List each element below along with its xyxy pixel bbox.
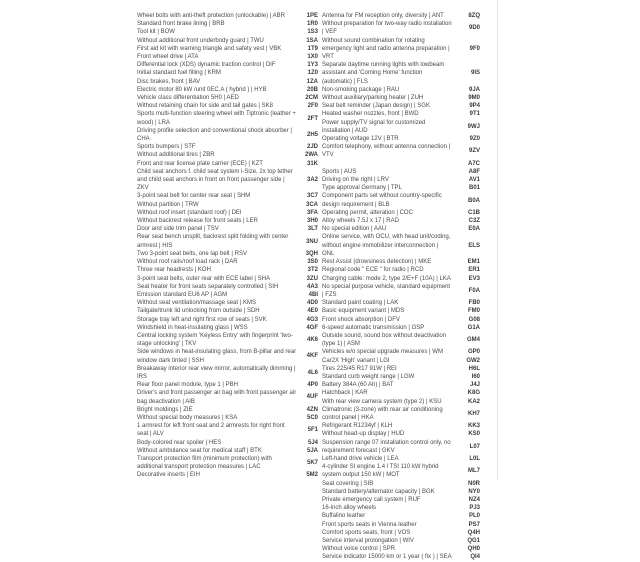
equipment-label: Alloy wheels 7.5J x 17 | RAD: [322, 217, 452, 225]
equipment-code: A8F: [452, 168, 480, 176]
equipment-code: 2F0: [297, 102, 318, 110]
equipment-code: G08: [452, 316, 480, 324]
equipment-label: Breakaway interior rear view mirror, automatically dimming | IRS: [137, 365, 297, 381]
equipment-code: 3H0: [297, 217, 318, 225]
equipment-row: [137, 20, 318, 28]
equipment-code: 4A3: [297, 283, 318, 291]
equipment-label: Standard front brake lining | BRB: [137, 20, 297, 28]
equipment-row: [137, 291, 318, 299]
equipment-label: Seat belt reminder (Japan design) | SGK: [322, 102, 452, 110]
equipment-code: 3A2: [297, 176, 318, 184]
equipment-code: A7C: [452, 160, 480, 168]
equipment-code: GM4: [452, 336, 480, 344]
equipment-label: Standard paint coating | LAK: [322, 299, 452, 307]
equipment-label: Suspension range 07 installation control only, no requirement forecast | GKV: [322, 439, 452, 455]
equipment-row: [322, 504, 480, 512]
equipment-label: Battery 384A (60 Ah) | BAT: [322, 381, 452, 389]
equipment-code: G1A: [452, 324, 480, 332]
equipment-code: 9D0: [452, 24, 480, 32]
equipment-label: Comfort telephony, without antenna connection | VTV: [322, 143, 452, 159]
equipment-label: Disc brakes, front | BAV: [137, 78, 297, 86]
equipment-code: 9P4: [452, 102, 480, 110]
equipment-code: GP0: [452, 348, 480, 356]
equipment-label: Vehicle class differentiation 5H0 | AED: [137, 94, 297, 102]
equipment-code: ER1: [452, 266, 480, 274]
equipment-code: 5F1: [297, 426, 318, 434]
equipment-row: [137, 389, 318, 405]
equipment-row: [322, 316, 480, 324]
equipment-row: [322, 324, 480, 332]
equipment-code: 4ZN: [297, 406, 318, 414]
equipment-label: Without preparation for two-way radio installation | VEF: [322, 20, 452, 36]
equipment-code: 3FA: [297, 209, 318, 217]
equipment-code: 1X0: [297, 53, 318, 61]
equipment-code: 1R0: [297, 20, 318, 28]
equipment-code: 3C7: [297, 192, 318, 200]
equipment-code: 2H5: [297, 131, 318, 139]
equipment-code: KH7: [452, 410, 480, 418]
equipment-label: Standard curb weight range | LGW: [322, 373, 452, 381]
equipment-code: N0R: [452, 480, 480, 488]
equipment-label: Rear seat bench unsplit, backrest split folding with center armrest | HIS: [137, 233, 297, 249]
equipment-code: PL0: [452, 512, 480, 520]
equipment-row: [322, 168, 480, 176]
equipment-row: [322, 184, 480, 192]
equipment-label: Differential lock (XDS) dynamic traction control | DIF: [137, 61, 297, 69]
equipment-code: Q4H: [452, 529, 480, 537]
equipment-row: [322, 275, 480, 283]
equipment-label: Sports | AUS: [322, 168, 452, 176]
equipment-row: [137, 422, 318, 438]
equipment-row: [137, 332, 318, 348]
equipment-code: GW2: [452, 357, 480, 365]
equipment-label: Without retaining chain for side and tail gates | SK8: [137, 102, 297, 110]
equipment-code: 2CM: [297, 94, 318, 102]
equipment-label: Windshield in heat-insulating glass | WSS: [137, 324, 297, 332]
equipment-code: 3T2: [297, 266, 318, 274]
equipment-row: [137, 381, 318, 389]
equipment-row: [137, 471, 318, 479]
equipment-label: Basic equipment variant | MDS: [322, 307, 452, 315]
equipment-row: [137, 127, 318, 143]
equipment-code: 4KF: [297, 352, 318, 360]
equipment-row: [322, 37, 480, 62]
equipment-row: [137, 316, 318, 324]
equipment-label: Front sports seats in Vienna leather: [322, 521, 452, 529]
equipment-label: Power supply/TV signal for customized installation | AUD: [322, 119, 452, 135]
equipment-label: Side windows in heat-insulating glass, from B-pillar and rear window dark tinted | SSH: [137, 348, 297, 364]
equipment-label: Non-smoking package | RAU: [322, 86, 452, 94]
equipment-row: [137, 455, 318, 471]
equipment-row: [322, 496, 480, 504]
equipment-row: [322, 480, 480, 488]
equipment-row: [322, 266, 480, 274]
equipment-label: 6-speed automatic transmission | GSP: [322, 324, 452, 332]
equipment-code: 2WA: [297, 151, 318, 159]
equipment-code: 5M2: [297, 471, 318, 479]
equipment-code: 1S3: [297, 28, 318, 36]
equipment-code: EV3: [452, 275, 480, 283]
equipment-row: [137, 414, 318, 422]
equipment-code: B01: [452, 184, 480, 192]
equipment-label: Component parts set without country-specific design requirement | BLB: [322, 192, 452, 208]
equipment-code: 4D0: [297, 299, 318, 307]
equipment-label: Sports multi-function steering wheel with Tiptronic (leather + wood) | LRA: [137, 110, 297, 126]
equipment-row: [137, 78, 318, 86]
equipment-label: Type approval Germany | TPL: [322, 184, 452, 192]
equipment-row: [322, 545, 480, 553]
equipment-row: [137, 258, 318, 266]
equipment-label: Front wheel drive | ATA: [137, 53, 297, 61]
equipment-code: 3LT: [297, 225, 318, 233]
equipment-row: [137, 283, 318, 291]
equipment-label: Operating voltage 12V | BTR: [322, 135, 452, 143]
equipment-row: [137, 61, 318, 69]
equipment-code: FB0: [452, 299, 480, 307]
equipment-label: 4-cylinder SI engine 1.4 l TSI 110 kW hybrid system output 150 kW | MOT: [322, 463, 452, 479]
equipment-code: 1Z0: [297, 69, 318, 77]
equipment-code: 3ZU: [297, 275, 318, 283]
equipment-row: [322, 430, 480, 438]
equipment-code: F0A: [452, 287, 480, 295]
equipment-code: 9WJ: [452, 123, 480, 131]
equipment-row: [137, 86, 318, 94]
equipment-code: 5JA: [297, 447, 318, 455]
equipment-code: FM0: [452, 307, 480, 315]
equipment-label: Seat covering | SIB: [322, 480, 452, 488]
equipment-label: Bright moldings | ZIE: [137, 406, 297, 414]
equipment-row: [137, 45, 318, 53]
equipment-row: [137, 250, 318, 258]
equipment-row: [322, 283, 480, 299]
equipment-row: [322, 439, 480, 455]
equipment-label: Separate daytime running lights with lowbeam assistant and 'Coming Home' function (automatic) | FLS: [322, 61, 452, 86]
equipment-row: [137, 348, 318, 364]
equipment-code: 4L6: [297, 369, 318, 377]
equipment-label: Transport protection film (minimum protection) with additional transport protection measures | LAC: [137, 455, 297, 471]
equipment-codes-document: [137, 12, 480, 562]
equipment-row: [322, 529, 480, 537]
equipment-row: [322, 381, 480, 389]
equipment-row: [322, 365, 480, 373]
equipment-code: PJ3: [452, 504, 480, 512]
equipment-row: [322, 553, 480, 561]
equipment-row: [322, 258, 480, 266]
equipment-label: Without additional front underbody guard | TWU: [137, 37, 297, 45]
equipment-label: 16-inch alloy wheels: [322, 504, 452, 512]
equipment-code: J4J: [452, 381, 480, 389]
equipment-row: [137, 209, 318, 217]
equipment-row: [322, 455, 480, 463]
equipment-row: [322, 488, 480, 496]
equipment-label: First aid kit with warning triangle and safety vest | VBK: [137, 45, 297, 53]
equipment-code: KA2: [452, 398, 480, 406]
equipment-label: Rear floor panel module, type 1 | PBH: [137, 381, 297, 389]
equipment-row: [137, 324, 318, 332]
equipment-code: 9IS: [452, 69, 480, 77]
equipment-row: [322, 512, 480, 520]
equipment-label: Child seat anchors f. child seat system i-Size, 2x top tether and child seat anchors in front on front passenger side | ZKV: [137, 168, 297, 193]
equipment-row: [137, 28, 318, 36]
equipment-code: 20B: [297, 86, 318, 94]
equipment-code: 1T9: [297, 45, 318, 53]
equipment-code: NY0: [452, 488, 480, 496]
equipment-code: 2JD: [297, 143, 318, 151]
equipment-row: [137, 160, 318, 168]
equipment-row: [322, 86, 480, 94]
equipment-label: Tires 225/45 R17 91W | REI: [322, 365, 452, 373]
equipment-code: 1SA: [297, 37, 318, 45]
equipment-label: Electric motor 80 kW /unit 0EC.A ( hybrid ) | HYB: [137, 86, 297, 94]
equipment-label: Driver's and front passenger air bag with front passenger air bag deactivation | AIB: [137, 389, 297, 405]
equipment-label: Comfort sports seats, front | VOS: [322, 529, 452, 537]
equipment-label: Storage tray left and right first row of seats | SVK: [137, 316, 297, 324]
equipment-row: [322, 61, 480, 86]
equipment-code: 9Z0: [452, 135, 480, 143]
equipment-code: EM1: [452, 258, 480, 266]
equipment-label: Without voice control | SPR: [322, 545, 452, 553]
equipment-row: [322, 209, 480, 217]
equipment-label: Without roof rails/roof load rack | DAR: [137, 258, 297, 266]
equipment-row: [322, 94, 480, 102]
equipment-label: Private emergency call system | RUF: [322, 496, 452, 504]
equipment-code: 4E0: [297, 307, 318, 315]
equipment-label: No special edition | AAU: [322, 225, 452, 233]
equipment-code: 3NU: [297, 238, 318, 246]
equipment-label: Hatchback | KAR: [322, 389, 452, 397]
equipment-row: [322, 357, 480, 365]
equipment-row: [137, 225, 318, 233]
equipment-row: [322, 119, 480, 135]
equipment-label: Online service, with OCU, with head unit/coding, without engine immobilizer interconnection | ONL: [322, 233, 452, 258]
equipment-label: Refrigerant R1234yf | KLH: [322, 422, 452, 430]
equipment-row: [322, 537, 480, 545]
equipment-code: 5K7: [297, 459, 318, 467]
equipment-label: Without ambulance seat for medical staff | BTK: [137, 447, 297, 455]
equipment-label: Initial standard fuel filling | KRM: [137, 69, 297, 77]
column-divider: [497, 0, 498, 480]
equipment-row: [322, 20, 480, 36]
equipment-label: Body-colored rear spoiler | HES: [137, 439, 297, 447]
equipment-row: [322, 102, 480, 110]
equipment-code: 1PE: [297, 12, 318, 20]
equipment-code: NZ4: [452, 496, 480, 504]
equipment-label: Without roof insert (standard roof) | DEI: [137, 209, 297, 217]
equipment-label: Rest Assist (drowsiness detection) | MKE: [322, 258, 452, 266]
equipment-row: [322, 135, 480, 143]
equipment-label: Without head-up display | HUD: [322, 430, 452, 438]
equipment-label: Climatronic (3-zone) with rear air conditioning control panel | HKA: [322, 406, 452, 422]
equipment-code: C3Z: [452, 217, 480, 225]
equipment-code: 3CA: [297, 201, 318, 209]
equipment-row: [137, 439, 318, 447]
equipment-label: Central locking system 'Keyless Entry' with fingerprint 'two-stage unlocking' | TKV: [137, 332, 297, 348]
options-list-right-column: [322, 12, 480, 562]
equipment-code: 4GF: [297, 324, 318, 332]
equipment-code: 3QH: [297, 250, 318, 258]
equipment-label: Driving profile selection and conventional shock absorber | CHA: [137, 127, 297, 143]
equipment-row: [322, 406, 480, 422]
equipment-code: 3S0: [297, 258, 318, 266]
equipment-label: Outside sound, sound box without deactivation (type 1) | ASM: [322, 332, 452, 348]
equipment-label: Front shock absorption | DFV: [322, 316, 452, 324]
equipment-row: [137, 299, 318, 307]
equipment-row: [322, 307, 480, 315]
equipment-code: I60: [452, 373, 480, 381]
equipment-label: Charging cable: mode 2, type 2/E+F (10A) | LKA: [322, 275, 452, 283]
equipment-row: [137, 143, 318, 151]
equipment-code: L07: [452, 443, 480, 451]
equipment-label: Wheel bolts with anti-theft protection (unlockable) | ABR: [137, 12, 297, 20]
equipment-label: Front and rear license plate carrier (ECE) | KZT: [137, 160, 297, 168]
equipment-code: 9F0: [452, 45, 480, 53]
equipment-row: [322, 225, 480, 233]
equipment-code: KS0: [452, 430, 480, 438]
equipment-label: Without sound combination for rotating emergency light and radio antenna preparation | VRT: [322, 37, 452, 62]
equipment-row: [137, 110, 318, 126]
equipment-row: [322, 110, 480, 118]
equipment-label: Regional code " ECE " for radio | RCD: [322, 266, 452, 274]
equipment-code: 4UF: [297, 393, 318, 401]
equipment-row: [322, 143, 480, 159]
equipment-label: Seat heater for front seats separately controlled | SIH: [137, 283, 297, 291]
equipment-code: QG1: [452, 537, 480, 545]
equipment-row: [322, 332, 480, 348]
equipment-code: QH0: [452, 545, 480, 553]
equipment-code: B0A: [452, 197, 480, 205]
equipment-label: Tailgate/trunk lid unlocking from outside | SDH: [137, 307, 297, 315]
equipment-row: [137, 275, 318, 283]
equipment-code: 8ZQ: [452, 12, 480, 20]
equipment-row: [137, 307, 318, 315]
equipment-label: Three rear headrests | KOH: [137, 266, 297, 274]
equipment-row: [137, 447, 318, 455]
equipment-code: KK3: [452, 422, 480, 430]
equipment-code: QI4: [452, 553, 480, 561]
equipment-row: [322, 463, 480, 479]
equipment-row: [137, 53, 318, 61]
equipment-label: Standard battery/alternator capacity | BGK: [322, 488, 452, 496]
equipment-row: [137, 102, 318, 110]
equipment-row: [137, 151, 318, 159]
equipment-row: [137, 266, 318, 274]
equipment-row: [322, 398, 480, 406]
equipment-label: Service interval prolongation | WIV: [322, 537, 452, 545]
equipment-row: [322, 389, 480, 397]
equipment-label: Car2X 'High' variant | LGI: [322, 357, 452, 365]
equipment-code: 9JA: [452, 86, 480, 94]
equipment-code: 9M0: [452, 94, 480, 102]
equipment-label: Buffalino leather: [322, 512, 452, 520]
equipment-row: [137, 69, 318, 77]
equipment-row: [322, 192, 480, 208]
equipment-label: With rear view camera system (type 2) | KSU: [322, 398, 452, 406]
equipment-row: [322, 217, 480, 225]
equipment-code: K8G: [452, 389, 480, 397]
equipment-label: Sports bumpers | STF: [137, 143, 297, 151]
equipment-row: [137, 94, 318, 102]
equipment-label: Driving on the right | LRV: [322, 176, 452, 184]
equipment-label: Tool kit | BOW: [137, 28, 297, 36]
equipment-code: PS7: [452, 521, 480, 529]
equipment-code: 2FT: [297, 115, 318, 123]
equipment-row: [322, 521, 480, 529]
equipment-row: [322, 176, 480, 184]
equipment-label: Without seat ventilation/massage seat | KMS: [137, 299, 297, 307]
equipment-code: 1Y3: [297, 61, 318, 69]
equipment-code: 9T1: [452, 110, 480, 118]
equipment-label: 3-point seat belt for center rear seat | SHM: [137, 192, 297, 200]
equipment-row: [322, 233, 480, 258]
equipment-label: Without special body measures | KSA: [137, 414, 297, 422]
equipment-row: [137, 365, 318, 381]
equipment-row: [137, 406, 318, 414]
equipment-code: 4P0: [297, 381, 318, 389]
equipment-row: [322, 422, 480, 430]
equipment-row: [322, 348, 480, 356]
equipment-label: Two 3-point seat belts, one lap belt | RSV: [137, 250, 297, 258]
equipment-label: 3-point seat belts, outer rear with ECE label | SHA: [137, 275, 297, 283]
equipment-label: Without auxiliary/parking heater | ZUH: [322, 94, 452, 102]
options-list-left-column: [137, 12, 318, 562]
equipment-code: ELS: [452, 242, 480, 250]
equipment-row: [322, 299, 480, 307]
equipment-row: [322, 373, 480, 381]
equipment-code: 4G3: [297, 316, 318, 324]
equipment-code: 5C0: [297, 414, 318, 422]
equipment-label: Heated washer nozzles, front | BWD: [322, 110, 452, 118]
equipment-row: [137, 12, 318, 20]
equipment-code: 9ZV: [452, 147, 480, 155]
equipment-code: H6L: [452, 365, 480, 373]
equipment-row: [137, 233, 318, 249]
equipment-label: Left-hand drive vehicle | LEA: [322, 455, 452, 463]
equipment-row: [137, 192, 318, 200]
equipment-code: 4K6: [297, 336, 318, 344]
equipment-label: Antenna for FM reception only, diversity | ANT: [322, 12, 452, 20]
equipment-row: [137, 168, 318, 193]
equipment-row: [322, 160, 480, 168]
equipment-code: 1ZA: [297, 78, 318, 86]
equipment-label: Door and side trim panel | TSV: [137, 225, 297, 233]
equipment-code: L0L: [452, 455, 480, 463]
equipment-code: AV1: [452, 176, 480, 184]
equipment-row: [322, 12, 480, 20]
equipment-label: Without backrest release for front seats | LER: [137, 217, 297, 225]
equipment-code: ML7: [452, 467, 480, 475]
equipment-label: Without partition | TRW: [137, 201, 297, 209]
equipment-label: Vehicles w/o special upgrade measures | WM: [322, 348, 452, 356]
equipment-row: [137, 37, 318, 45]
equipment-code: 4BI: [297, 291, 318, 299]
equipment-label: No special purpose vehicle, standard equipment | FZS: [322, 283, 452, 299]
equipment-row: [137, 217, 318, 225]
equipment-code: 31K: [297, 160, 318, 168]
equipment-label: Decorative inserts | EIH: [137, 471, 297, 479]
equipment-label: Without additional tires | ZBR: [137, 151, 297, 159]
equipment-label: Service indicator 15000 km or 1 year ( fix ) | SEA: [322, 553, 452, 561]
equipment-label: Emission standard EU6 AP | AGM: [137, 291, 297, 299]
equipment-code: C1B: [452, 209, 480, 217]
equipment-code: E0A: [452, 225, 480, 233]
equipment-row: [137, 201, 318, 209]
equipment-code: 5J4: [297, 439, 318, 447]
equipment-label: Operating permit, alteration | COC: [322, 209, 452, 217]
equipment-label: 1 armrest for left front seat and 2 armrests for right front seat | ALV: [137, 422, 297, 438]
